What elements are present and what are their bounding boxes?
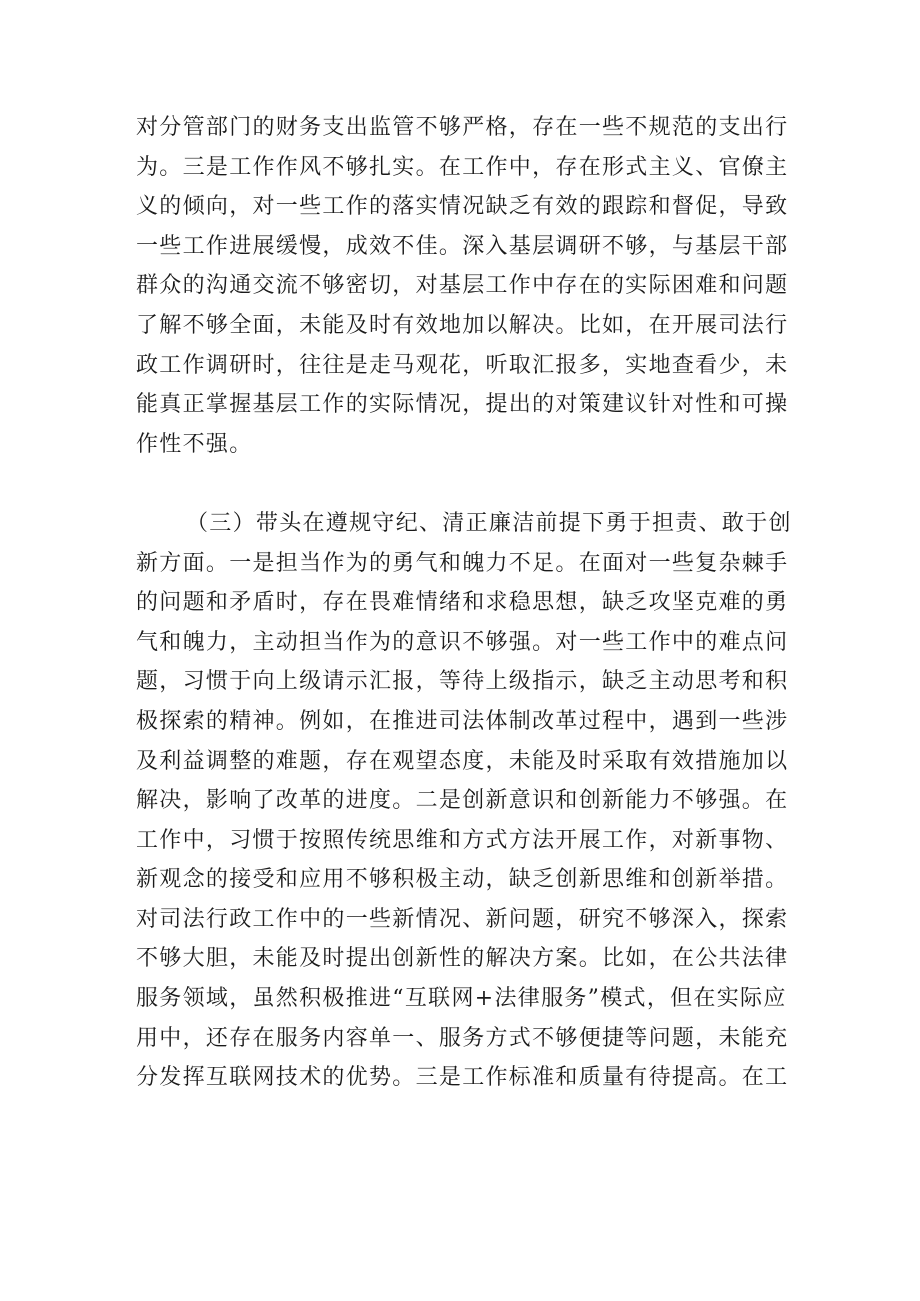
text-line: 义的倾向，对一些工作的落实情况缺乏有效的跟踪和督促，导致 bbox=[136, 194, 789, 220]
text-line: 及利益调整的难题，存在观望态度，未能及时采取有效措施加以 bbox=[136, 748, 789, 774]
text-line: 极探索的精神。例如，在推进司法体制改革过程中，遇到一些涉 bbox=[136, 708, 789, 734]
text-line: 用中，还存在服务内容单一、服务方式不够便捷等问题，未能充 bbox=[136, 1025, 789, 1051]
text-line: 题，习惯于向上级请示汇报，等待上级指示，缺乏主动思考和积 bbox=[136, 669, 789, 695]
text-line: 能真正掌握基层工作的实际情况，提出的对策建议针对性和可操 bbox=[136, 392, 789, 418]
text-line: 服务领域，虽然积极推进“互联网+法律服务”模式，但在实际应 bbox=[136, 986, 787, 1012]
text-line: 工作中，习惯于按照传统思维和方式方法开展工作，对新事物、 bbox=[136, 827, 789, 853]
text-line: 新方面。一是担当作为的勇气和魄力不足。在面对一些复杂棘手 bbox=[136, 550, 789, 576]
text-line: 分发挥互联网技术的优势。三是工作标准和质量有待提高。在工 bbox=[136, 1065, 789, 1091]
text-line: 新观念的接受和应用不够积极主动，缺乏创新思维和创新举措。 bbox=[136, 867, 789, 893]
document-body bbox=[136, 108, 796, 1098]
text-line: 不够大胆，未能及时提出创新性的解决方案。比如，在公共法律 bbox=[136, 946, 789, 972]
text-line: 气和魄力，主动担当作为的意识不够强。对一些工作中的难点问 bbox=[136, 629, 789, 655]
text-line: 政工作调研时，往往是走马观花，听取汇报多，实地查看少，未 bbox=[136, 352, 789, 378]
text-line: 对分管部门的财务支出监管不够严格，存在一些不规范的支出行 bbox=[136, 115, 789, 140]
text-line-indented: （三）带头在遵规守纪、清正廉洁前提下勇于担责、敢于创 bbox=[186, 510, 792, 536]
text-line: 一些工作进展缓慢，成效不佳。深入基层调研不够，与基层干部 bbox=[136, 233, 789, 259]
paragraph-spacer bbox=[136, 464, 796, 504]
text-line: 为。三是工作作风不够扎实。在工作中，存在形式主义、官僚主 bbox=[136, 154, 789, 180]
text-line: 群众的沟通交流不够密切，对基层工作中存在的实际困难和问题 bbox=[136, 273, 789, 299]
text-line: 了解不够全面，未能及时有效地加以解决。比如，在开展司法行 bbox=[136, 312, 789, 338]
text-line: 作性不强。 bbox=[136, 431, 253, 457]
text-line: 的问题和矛盾时，存在畏难情绪和求稳思想，缺乏攻坚克难的勇 bbox=[136, 590, 789, 616]
text-line: 解决，影响了改革的进度。二是创新意识和创新能力不够强。在 bbox=[136, 788, 789, 814]
paragraph-2 bbox=[136, 504, 796, 1098]
paragraph-1 bbox=[136, 108, 796, 464]
text-line: 对司法行政工作中的一些新情况、新问题，研究不够深入，探索 bbox=[136, 906, 789, 932]
